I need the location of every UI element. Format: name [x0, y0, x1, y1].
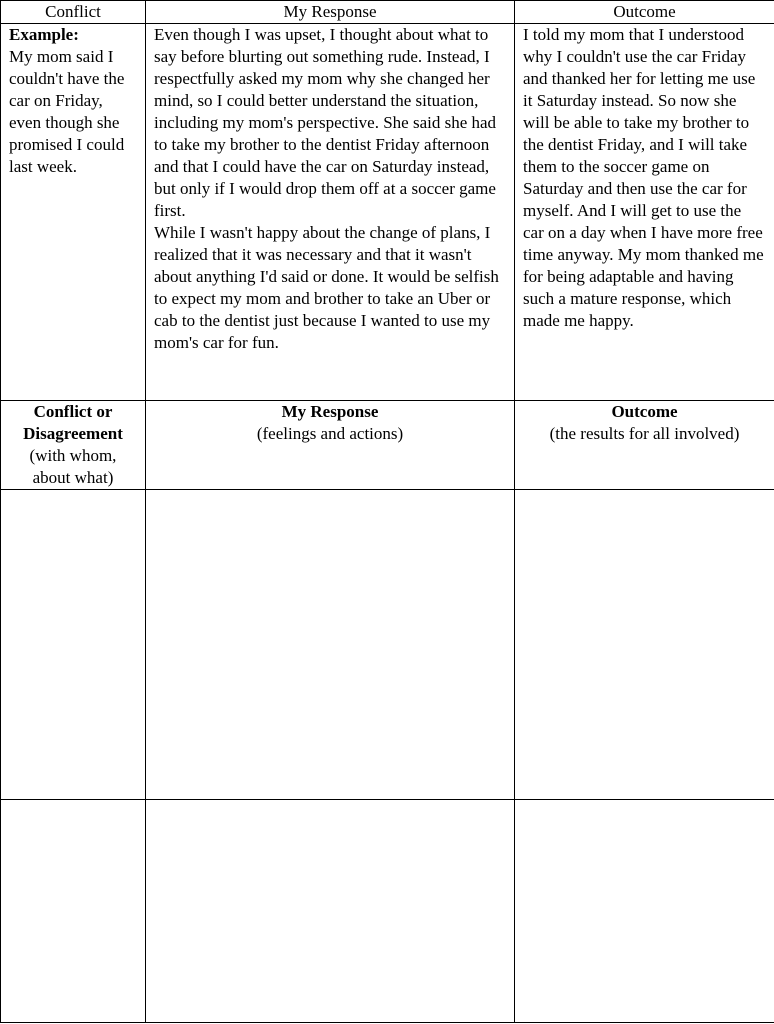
- example-outcome-cell: [515, 24, 774, 401]
- example-label: Example:: [9, 25, 79, 44]
- blank-outcome-cell[interactable]: [515, 800, 774, 1023]
- subheader-conflict-title-line-1: Conflict or: [33, 402, 113, 421]
- header-row: [1, 1, 774, 24]
- subheader-conflict-cell: [1, 401, 146, 490]
- subheader-outcome-note: (the results for all involved): [549, 424, 740, 443]
- header-conflict: Conflict: [1, 1, 146, 24]
- subheader-row: [1, 401, 774, 490]
- subheader-response-title: My Response: [281, 402, 379, 421]
- blank-outcome-cell[interactable]: [515, 490, 774, 800]
- blank-entry-row: [1, 800, 774, 1023]
- header-my-response: My Response: [146, 1, 515, 24]
- example-conflict-cell: [1, 24, 146, 401]
- blank-conflict-cell[interactable]: [1, 800, 146, 1023]
- subheader-conflict-note-line-1: (with whom,: [29, 446, 117, 465]
- blank-response-cell[interactable]: [146, 490, 515, 800]
- example-row: [1, 24, 774, 401]
- blank-conflict-cell[interactable]: [1, 490, 146, 800]
- header-outcome: Outcome: [515, 1, 774, 24]
- example-outcome-text: I told my mom that I understood why I couldn't use the car Friday and thanked her for letting me use it Saturday instead. So now she will be able to take my brother to the dentist Friday, and I will take them to the soccer game on Saturday and then use the car for myself. And I will get to use the car on a day when I have more free time anyway. My mom thanked me for being adaptable and having such a mature response, which made me happy.: [523, 25, 764, 330]
- example-response-paragraph-2: While I wasn't happy about the change of plans, I realized that it was necessary and that it wasn't about anything I'd said or done. It would be selfish to expect my mom and brother to take an Uber or cab to the dentist just because I wanted to use my mom's car for fun.: [154, 223, 499, 352]
- subheader-outcome-title: Outcome: [611, 402, 678, 421]
- subheader-response-cell: [146, 401, 515, 490]
- subheader-outcome-cell: [515, 401, 774, 490]
- example-response-cell: [146, 24, 515, 401]
- blank-entry-row: [1, 490, 774, 800]
- subheader-conflict-title-line-2: Disagreement: [23, 424, 123, 443]
- subheader-response-note: (feelings and actions): [256, 424, 404, 443]
- subheader-conflict-note-line-2: about what): [32, 468, 114, 487]
- example-conflict-text: My mom said I couldn't have the car on Friday, even though she promised I could last week.: [9, 47, 125, 176]
- blank-response-cell[interactable]: [146, 800, 515, 1023]
- example-response-paragraph-1: Even though I was upset, I thought about what to say before blurting out something rude. Instead, I respectfully asked my mom why she changed her mind, so I could better understand the situation, including my mom's perspective. She said she had to take my brother to the dentist Friday afternoon and that I could have the car on Saturday instead, but only if I would drop them off at a soccer game first.: [154, 25, 497, 220]
